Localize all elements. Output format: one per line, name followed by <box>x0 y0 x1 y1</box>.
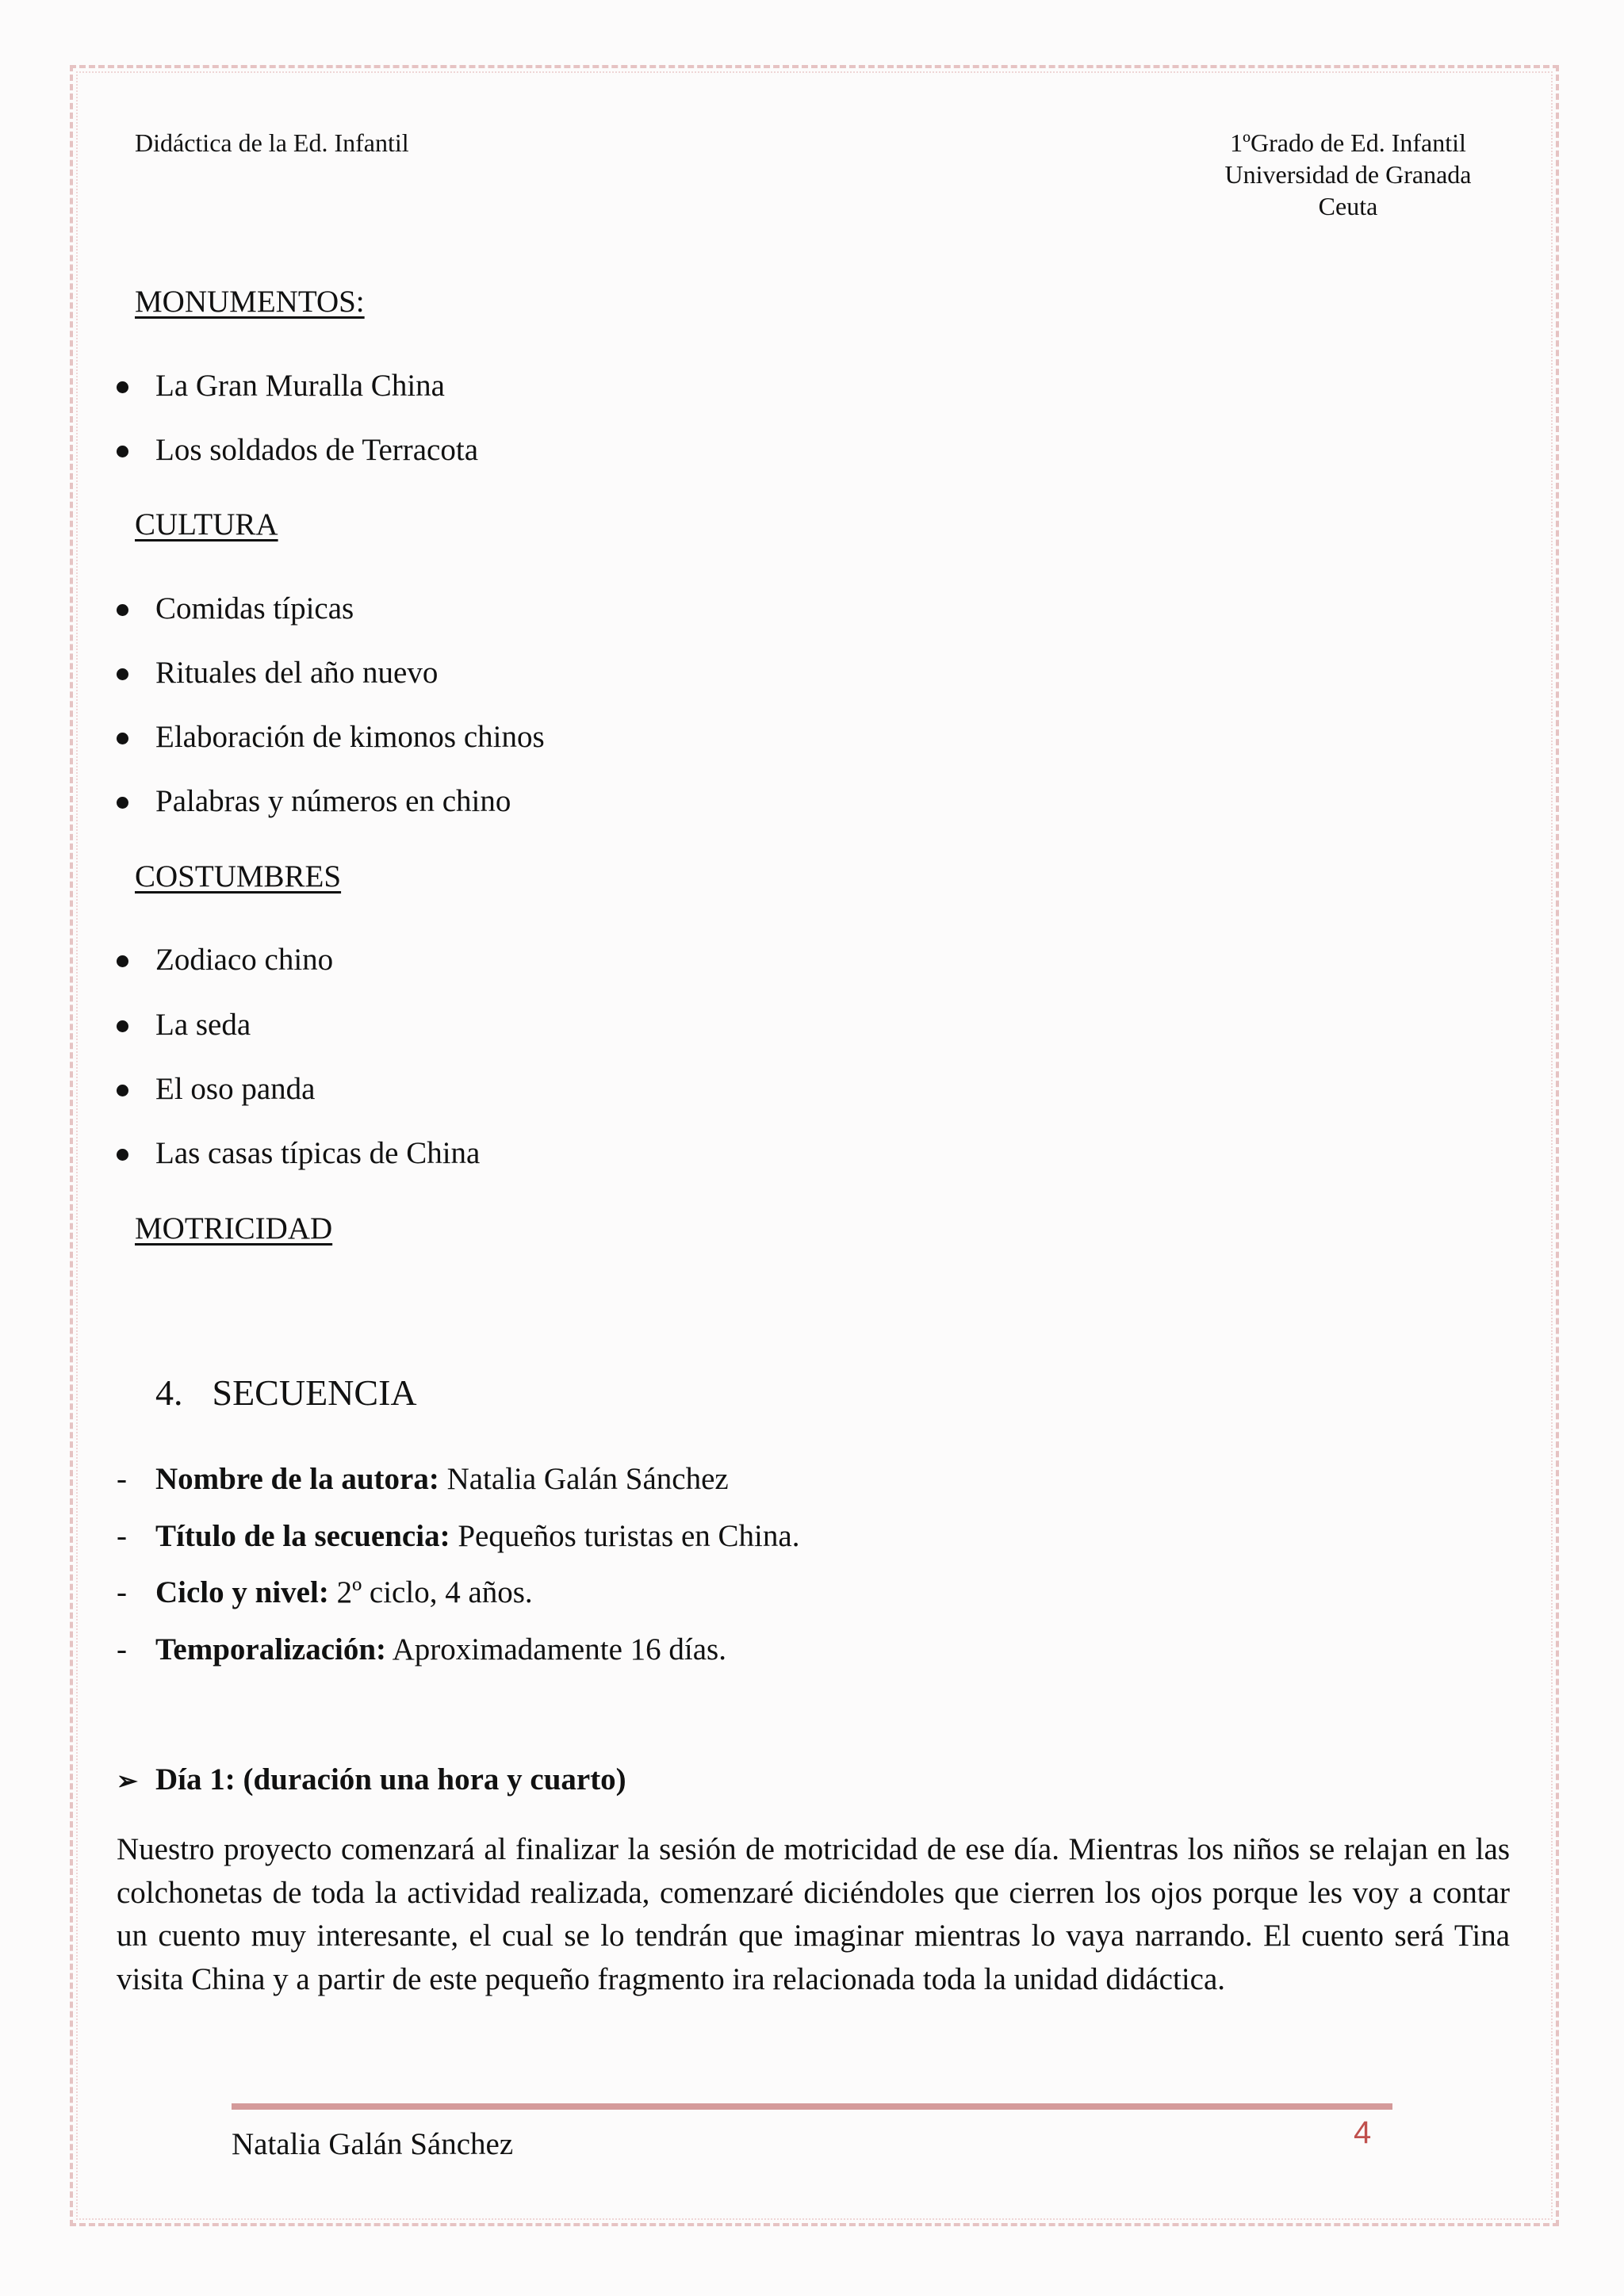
list-item-text: El oso panda <box>155 1072 316 1106</box>
detail-label: Temporalización: <box>155 1632 387 1667</box>
header-right <box>1185 127 1511 222</box>
list-item-text: La Gran Muralla China <box>155 369 445 403</box>
day1-heading <box>117 1762 626 1797</box>
detail-value: Aproximadamente 16 días. <box>386 1632 726 1667</box>
detail-label: Ciclo y nivel: <box>155 1575 329 1609</box>
list-item-text: Los soldados de Terracota <box>155 433 479 467</box>
list-item-text: Zodiaco chino <box>155 943 334 977</box>
dash-marker: - <box>117 1632 127 1667</box>
bullet-icon <box>117 797 128 809</box>
header-right-line3: Ceuta <box>1318 192 1378 220</box>
arrow-bullet-icon: ➢ <box>117 1766 138 1795</box>
list-item-text: La seda <box>155 1008 251 1042</box>
detail-value: 2º ciclo, 4 años. <box>328 1575 533 1609</box>
bullet-icon <box>117 604 128 616</box>
dash-marker: - <box>117 1462 127 1496</box>
header-right-line1: 1ºGrado de Ed. Infantil <box>1230 128 1466 157</box>
detail-label: Título de la secuencia: <box>155 1519 450 1553</box>
list-item-text: Comidas típicas <box>155 591 354 626</box>
dash-marker: - <box>117 1575 127 1609</box>
bullet-icon <box>117 733 128 744</box>
section-title-text: SECUENCIA <box>212 1372 417 1413</box>
list-item-text: Las casas típicas de China <box>155 1136 481 1170</box>
section-title-secuencia <box>155 1372 417 1414</box>
header-right-line2: Universidad de Granada <box>1224 160 1472 189</box>
bullet-icon <box>117 1020 128 1032</box>
page-number: 4 <box>1354 2115 1372 2150</box>
bullet-icon <box>117 1085 128 1096</box>
list-item-text: Elaboración de kimonos chinos <box>155 720 545 754</box>
section-heading-costumbres: COSTUMBRES <box>135 859 342 894</box>
header-left: Didáctica de la Ed. Infantil <box>135 128 409 157</box>
bullet-icon <box>117 668 128 680</box>
detail-label: Nombre de la autora: <box>155 1462 439 1496</box>
section-heading-motricidad: MOTRICIDAD <box>135 1211 333 1246</box>
detail-value: Pequeños turistas en China. <box>450 1519 800 1553</box>
section-heading-cultura: CULTURA <box>135 507 278 541</box>
bullet-icon <box>117 1149 128 1161</box>
footer-divider <box>232 2103 1392 2110</box>
detail-value: Natalia Galán Sánchez <box>439 1462 729 1496</box>
bullet-icon <box>117 381 128 393</box>
bullet-icon <box>117 955 128 967</box>
section-heading-monumentos: MONUMENTOS: <box>135 285 365 319</box>
day1-title: Día 1: (duración una hora y cuarto) <box>155 1762 626 1797</box>
footer-author: Natalia Galán Sánchez <box>232 2127 514 2161</box>
list-item-text: Rituales del año nuevo <box>155 656 439 690</box>
bullet-icon <box>117 446 128 457</box>
list-item-text: Palabras y números en chino <box>155 784 511 818</box>
section-number: 4. <box>155 1372 183 1413</box>
day1-paragraph: Nuestro proyecto comenzará al finalizar la sesión de motricidad de ese día. Mientras los niños se relajan en las colchonetas de toda la actividad realizada, comenzaré diciéndoles que cierren los ojos porque les voy a contar un cuento muy interesante, el cual se lo tendrán que imaginar mientras lo vaya narrando. El cuento será Tina visita China y a partir de este pequeño fragmento ira relacionada toda la unidad didáctica. <box>117 1832 1510 1996</box>
dash-marker: - <box>117 1519 127 1553</box>
